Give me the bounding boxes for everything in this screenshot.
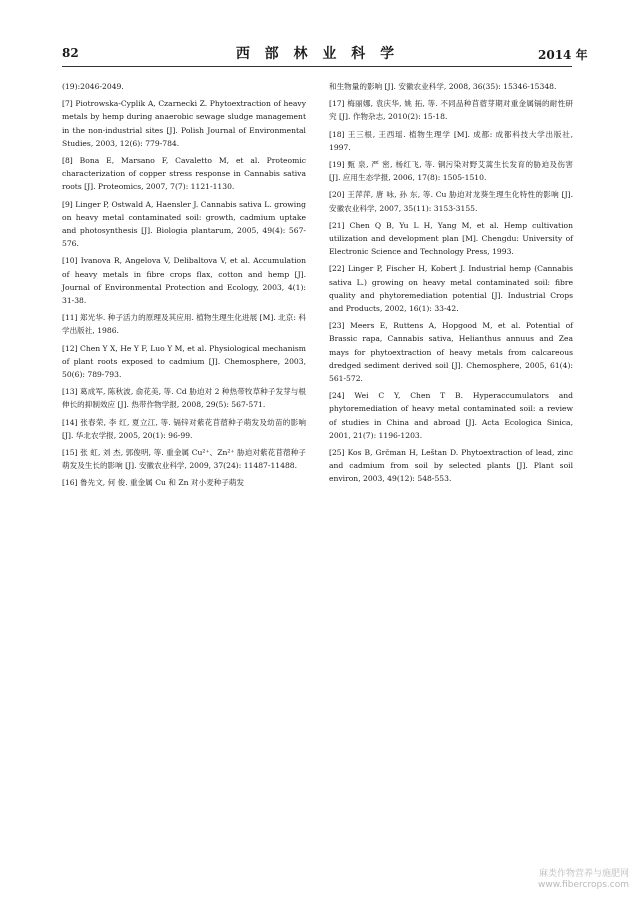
reference-entry: [18] 王三根, 王西瑶. 植物生理学 [M]. 成都: 成都科技大学出版社, 1997. <box>329 129 573 152</box>
reference-entry: [21] Chen Q B, Yu L H, Yang M, et al. Hemp cultivation utilization and development plan [M]. Chengdu: University of Electronic Science and Technology Press, 1993. <box>329 220 573 257</box>
reference-entry: [17] 梅丽娜, 袁庆华, 姚 拓, 等. 不同品种苜蓿芽期对重金属镉的耐性研究 [J]. 作物杂志, 2010(2): 15-18. <box>329 99 573 122</box>
reference-entry: 和生物量的影响 [J]. 安徽农业科学, 2008, 36(35): 15346-15348. <box>329 82 557 91</box>
page-header <box>0 0 635 75</box>
reference-entry: [12] Chen Y X, He Y F, Luo Y M, et al. Physiological mechanism of plant roots exposed to cadmium [J]. Chemosphere, 2003, 50(6): 789-793. <box>62 343 306 380</box>
reference-entry: [8] Bona E, Marsano F, Cavaletto M, et al. Proteomic characterization of copper stress response in Cannabis sativa roots [J]. Proteomics, 2007, 7(7): 1121-1130. <box>62 156 306 192</box>
page-number: 82 <box>62 46 79 60</box>
reference-entry: [13] 葛成军, 陈秋波, 俞花美, 等. Cd 胁迫对 2 种热带牧草种子发芽与根伸长的抑制效应 [J]. 热带作物学报, 2008, 29(5): 567-571. <box>62 387 306 410</box>
publication-year: 2014 年 <box>538 48 588 62</box>
reference-entry: [25] Kos B, Grčman H, Leštan D. Phytoextraction of lead, zinc and cadmium from soil by selected plants [J]. Plant soil environ, 2003, 49(12): 548-553. <box>329 448 573 484</box>
reference-entry: [24] Wei C Y, Chen T B. Hyperaccumulators and phytoremediation of heavy metal contaminated soil: a review of studies in China and abroad [J]. Acta Ecologica Sinica, 2001, 21(7): 1196-1203. <box>329 391 573 440</box>
reference-entry: (19):2046-2049. <box>62 82 124 91</box>
reference-entry: [23] Meers E, Ruttens A, Hopgood M, et al. Potential of Brassic rapa, Cannabis sativa, Helianthus annuus and Zea mays for phytoextraction of heavy metals from calcareous dredged sediment derived soil [J]. Chemosphere, 2005, 61(4): 561-572. <box>329 321 573 384</box>
references-left-column <box>62 80 306 494</box>
reference-entry: [7] Piotrowska-Cyplik A, Czarnecki Z. Phytoextraction of heavy metals by hemp during anaerobic sewage sludge management in the non-industrial sites [J]. Polish Journal of Environmental Studies, 2003, 12(6): 779-784. <box>62 99 306 148</box>
site-watermark <box>538 869 629 891</box>
reference-entry: [14] 张春荣, 李 红, 夏立江, 等. 镉锌对紫花苜蓿种子萌发及幼苗的影响 [J]. 华北农学报, 2005, 20(1): 96-99. <box>62 417 306 440</box>
header-rule <box>62 66 572 67</box>
reference-entry: [15] 张 虹, 刘 杰, 郭俊明, 等. 重金属 Cu²⁺、Zn²⁺ 胁迫对紫花苜蓿种子萌发及生长的影响 [J]. 安徽农业科学, 2009, 37(24): 11487-11488. <box>62 448 306 471</box>
journal-name: 西 部 林 业 科 学 <box>235 46 400 62</box>
reference-entry: [16] 鲁先文, 何 俊. 重金属 Cu 和 Zn 对小麦种子萌发 <box>62 478 245 488</box>
reference-entry: [9] Linger P, Ostwald A, Haensler J. Cannabis sativa L. growing on heavy metal contaminated soil: growth, cadmium uptake and photosynthesis [J]. Biologia plantarum, 2005, 49(4): 567-576. <box>62 199 306 249</box>
reference-entry: [10] Ivanova R, Angelova V, Delibaltova V, et al. Accumulation of heavy metals in fibre crops flax, cotton and hemp [J]. Journal of Environmental Protection and Ecology, 2003, 4(1): 31-38. <box>62 256 306 306</box>
reference-entry: [19] 甄 泉, 严 密, 杨红飞, 等. 铜污染对野艾蒿生长发育的胁迫及伤害 [J]. 应用生态学报, 2006, 17(8): 1505-1510. <box>329 160 573 183</box>
reference-entry: [22] Linger P, Fischer H, Kobert J. Industrial hemp (Cannabis sativa L.) growing on heavy metal contaminated soil: fibre quality and phytoremediation potential [J]. Industrial Crops and Products, 2002, 16(1): 33-42. <box>329 264 573 314</box>
watermark-line: www.fibercrops.com <box>538 880 629 890</box>
watermark-line: 麻类作物营养与施肥网 <box>538 869 629 879</box>
references-right-column <box>329 80 573 490</box>
reference-entry: [20] 王萍萍, 唐 咏, 孙 东, 等. Cu 胁迫对龙葵生理生化特性的影响 [J]. 安徽农业科学, 2007, 35(11): 3153-3155. <box>329 190 573 213</box>
reference-entry: [11] 郑光华. 种子活力的原理及其应用. 植物生理生化进展 [M]. 北京: 科学出版社, 1986. <box>62 313 306 336</box>
